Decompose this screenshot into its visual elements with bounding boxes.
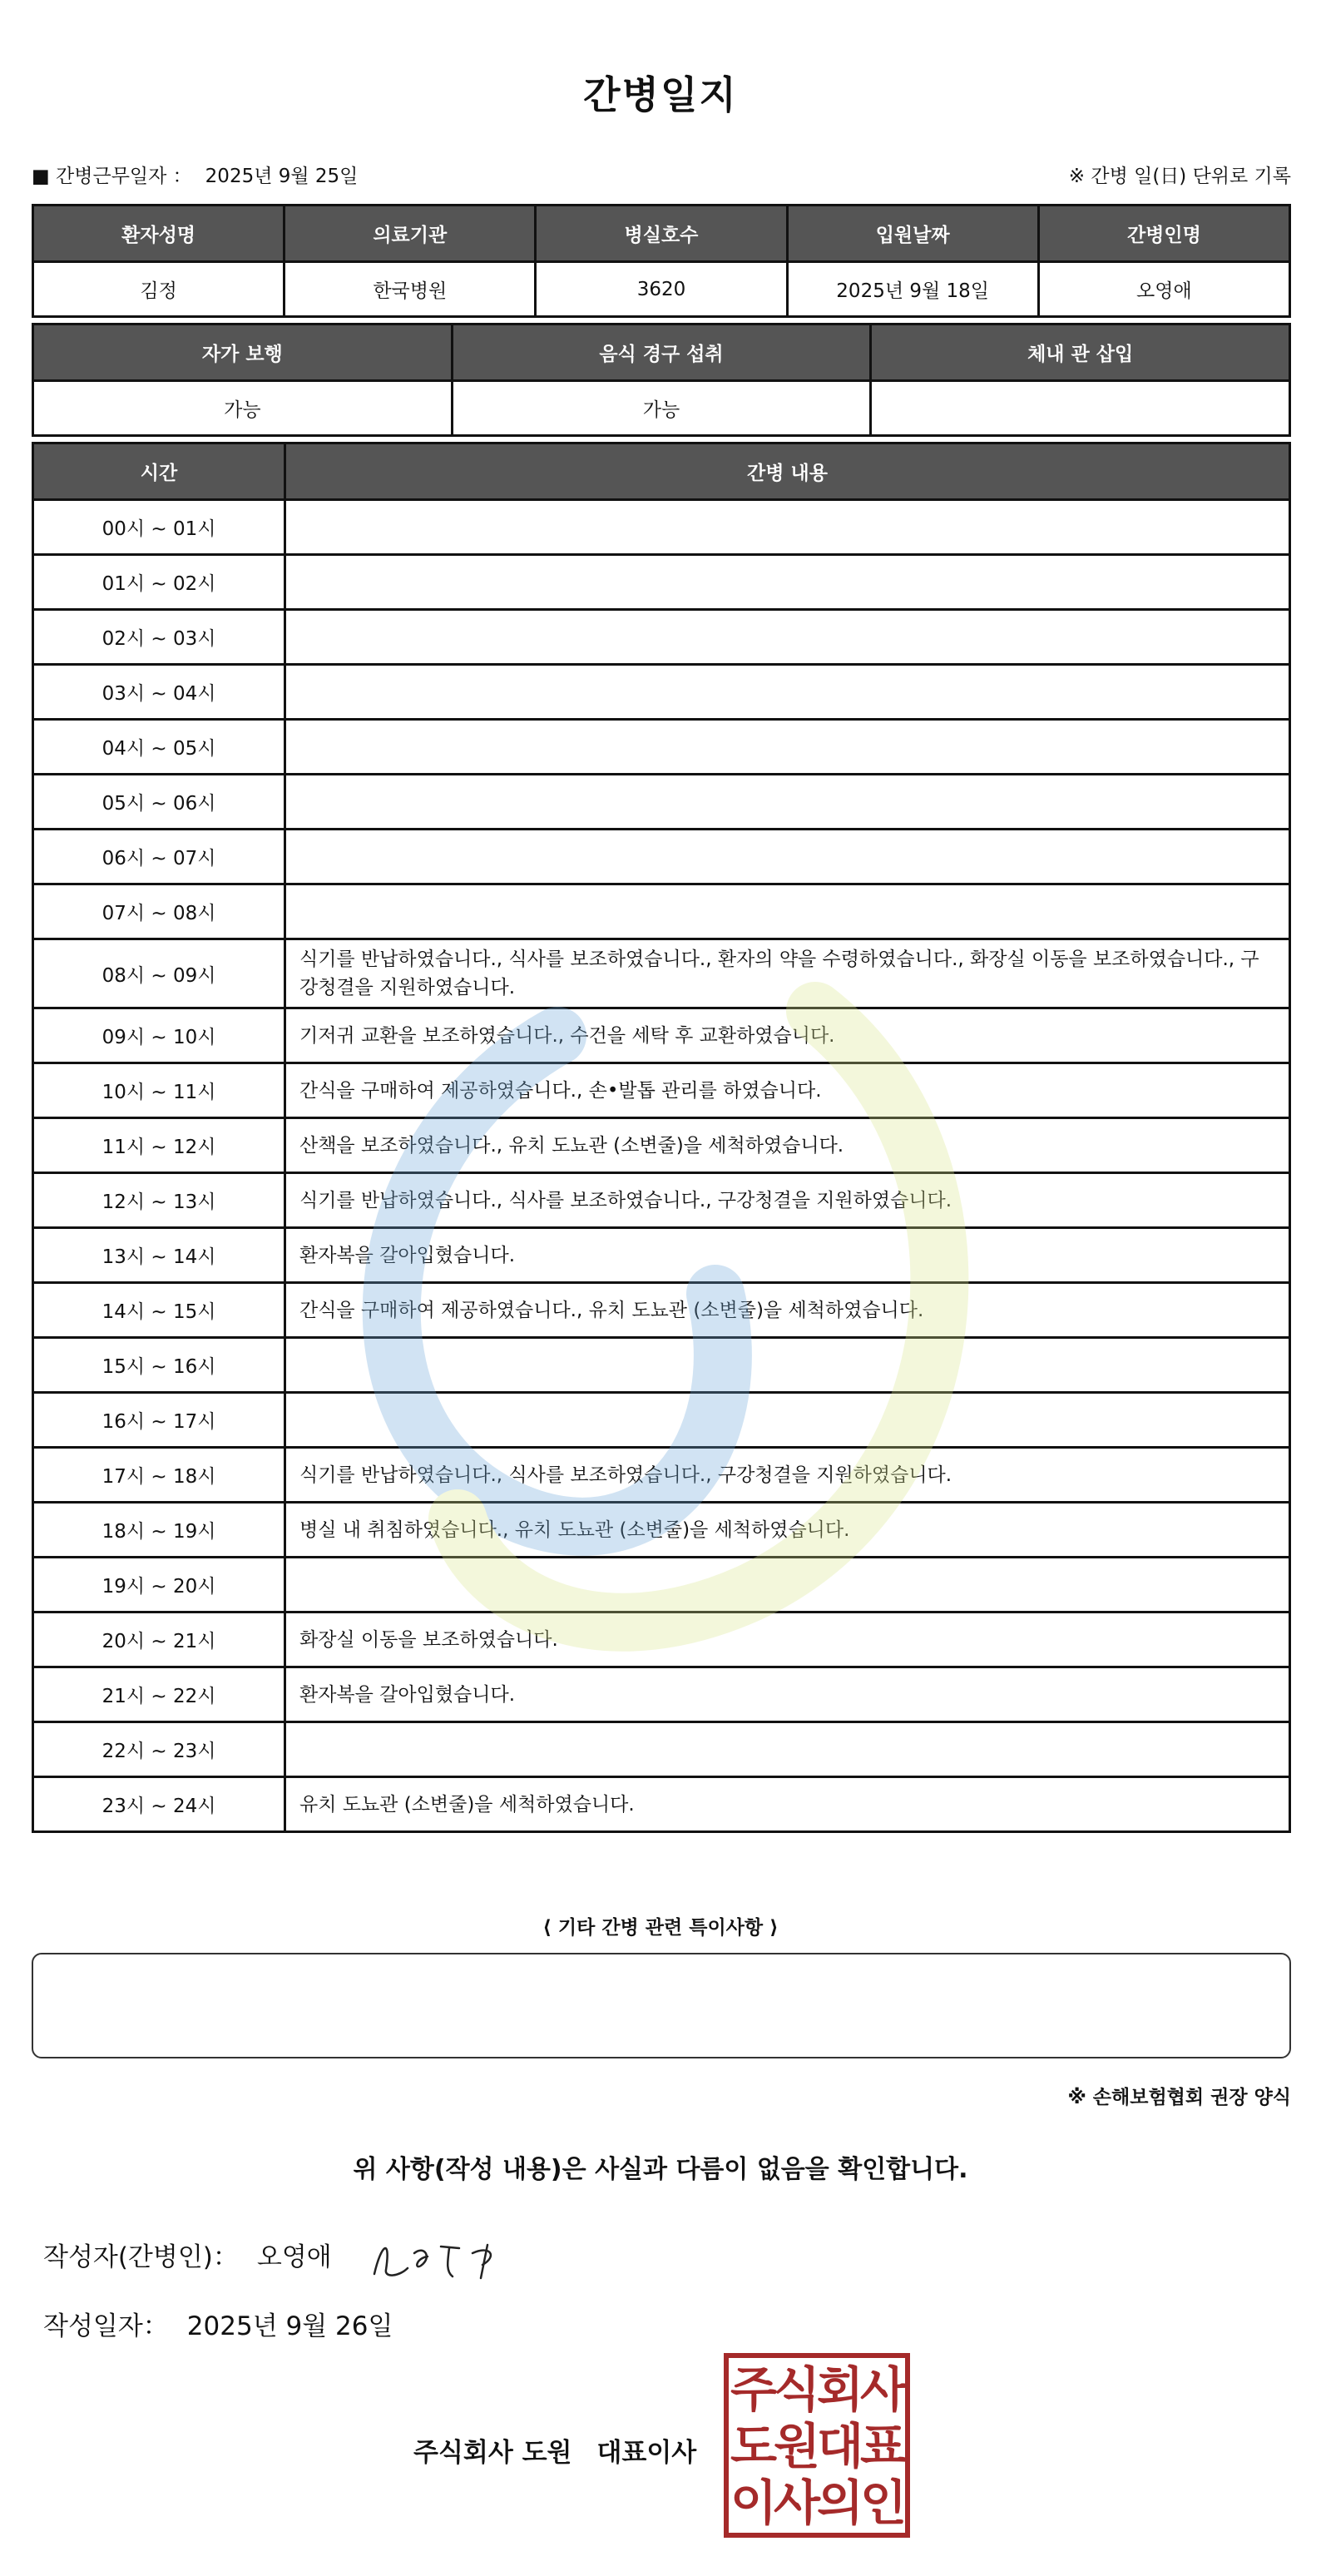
special-notes-title: ⟨ 기타 간병 관련 특이사항 ⟩	[542, 1917, 779, 1939]
header-hospital: 의료기관	[284, 206, 536, 262]
care-log-content: 식기를 반납하였습니다., 식사를 보조하였습니다., 환자의 약을 수령하였습니다., 화장실 이동을 보조하였습니다., 구강청결을 지원하였습니다.	[285, 939, 1290, 1008]
patient-name: 김정	[33, 262, 284, 317]
care-log-time: 02시 ~ 03시	[33, 610, 285, 665]
seal-line: 이사의인	[730, 2474, 904, 2531]
care-log-content: 화장실 이동을 보조하였습니다.	[285, 1612, 1290, 1667]
care-log-row	[33, 1228, 1290, 1283]
care-log-time: 14시 ~ 15시	[33, 1283, 285, 1338]
work-date	[32, 161, 358, 188]
care-log-time: 22시 ~ 23시	[33, 1722, 285, 1777]
meta-row	[32, 161, 1291, 189]
care-log-row	[33, 1393, 1290, 1448]
care-log-time: 08시 ~ 09시	[33, 939, 285, 1008]
company-signature-line	[413, 2431, 696, 2469]
care-log-content	[285, 555, 1290, 610]
care-log-row	[33, 1063, 1290, 1118]
care-log-content: 기저귀 교환을 보조하였습니다., 수건을 세탁 후 교환하였습니다.	[285, 1008, 1290, 1063]
care-log-row	[33, 1283, 1290, 1338]
care-log-time: 18시 ~ 19시	[33, 1503, 285, 1558]
writer-label: 작성자(간병인)：	[43, 2242, 239, 2272]
care-log-content: 식기를 반납하였습니다., 식사를 보조하였습니다., 구강청결을 지원하였습니다.	[285, 1448, 1290, 1503]
care-log-time: 23시 ~ 24시	[33, 1777, 285, 1832]
care-log-content	[285, 1722, 1290, 1777]
writer-row	[43, 2236, 332, 2273]
header-oral-intake: 음식 경구 섭취	[452, 324, 871, 381]
admission-date: 2025년 9월 18일	[787, 262, 1038, 317]
care-log-content	[285, 720, 1290, 775]
care-log-content	[285, 1338, 1290, 1393]
company-name: 주식회사 도원	[413, 2438, 572, 2468]
care-log-row	[33, 665, 1290, 720]
care-log-row	[33, 1338, 1290, 1393]
care-log-row	[33, 555, 1290, 610]
work-date-value: 2025년 9월 25일	[205, 166, 359, 187]
oral-intake: 가능	[452, 381, 871, 436]
care-log-time: 06시 ~ 07시	[33, 830, 285, 884]
header-care-content: 간병 내용	[285, 443, 1290, 500]
care-log-time: 03시 ~ 04시	[33, 665, 285, 720]
care-log-content: 간식을 구매하여 제공하였습니다., 손•발톱 관리를 하였습니다.	[285, 1063, 1290, 1118]
care-log-time: 00시 ~ 01시	[33, 500, 285, 555]
care-log-content: 환자복을 갈아입혔습니다.	[285, 1667, 1290, 1722]
care-log-content: 간식을 구매하여 제공하였습니다., 유치 도뇨관 (소변줄)을 세척하였습니다.	[285, 1283, 1290, 1338]
hospital: 한국병원	[284, 262, 536, 317]
header-tube-insertion: 체내 관 삽입	[871, 324, 1290, 381]
care-log-time: 19시 ~ 20시	[33, 1558, 285, 1612]
care-log-row	[33, 1612, 1290, 1667]
care-log-content	[285, 884, 1290, 939]
care-log-row	[33, 939, 1290, 1008]
tube-insertion	[871, 381, 1290, 436]
care-log-time: 05시 ~ 06시	[33, 775, 285, 830]
care-log-content	[285, 665, 1290, 720]
care-log-time: 13시 ~ 14시	[33, 1228, 285, 1283]
care-log-content: 병실 내 취침하였습니다., 유치 도뇨관 (소변줄)을 세척하였습니다.	[285, 1503, 1290, 1558]
seal-line: 주식회사	[730, 2361, 904, 2418]
caregiver-name: 오영애	[1038, 262, 1289, 317]
care-log-content	[285, 1393, 1290, 1448]
care-log-content	[285, 500, 1290, 555]
header-time: 시간	[33, 443, 285, 500]
company-seal-stamp	[724, 2353, 910, 2538]
handwritten-signature	[366, 2228, 516, 2286]
care-log-table	[32, 442, 1291, 1833]
patient-status-table	[32, 323, 1291, 437]
care-log-row	[33, 610, 1290, 665]
writer-name: 오영애	[256, 2242, 332, 2272]
care-log-time: 15시 ~ 16시	[33, 1338, 285, 1393]
care-log-row	[33, 1008, 1290, 1063]
header-patient-name: 환자성명	[33, 206, 284, 262]
care-log-row	[33, 830, 1290, 884]
care-log-time: 09시 ~ 10시	[33, 1008, 285, 1063]
confirmation-statement: 위 사항(작성 내용)은 사실과 다름이 없음을 확인합니다.	[353, 2155, 968, 2184]
record-unit-note: ※ 간병 일(日) 단위로 기록	[1068, 166, 1291, 187]
special-notes-box	[32, 1953, 1291, 2058]
care-log-time: 04시 ~ 05시	[33, 720, 285, 775]
care-log-row	[33, 1558, 1290, 1612]
care-log-time: 10시 ~ 11시	[33, 1063, 285, 1118]
care-log-time: 21시 ~ 22시	[33, 1667, 285, 1722]
care-log-row	[33, 500, 1290, 555]
recommend-note: ※ 손해보험협회 권장 양식	[1067, 2087, 1291, 2108]
care-log-content: 환자복을 갈아입혔습니다.	[285, 1228, 1290, 1283]
care-log-body	[33, 500, 1290, 1832]
written-date-label: 작성일자：	[43, 2311, 169, 2341]
care-log-row	[33, 1503, 1290, 1558]
care-log-row	[33, 1448, 1290, 1503]
care-log-row	[33, 1173, 1290, 1228]
care-log-time: 16시 ~ 17시	[33, 1393, 285, 1448]
special-notes-text	[33, 1954, 1289, 1978]
care-log-row	[33, 775, 1290, 830]
care-log-content	[285, 1558, 1290, 1612]
care-log-time: 20시 ~ 21시	[33, 1612, 285, 1667]
care-log-content	[285, 610, 1290, 665]
care-log-row	[33, 1667, 1290, 1722]
header-admission-date: 입원날짜	[787, 206, 1038, 262]
header-self-walking: 자가 보행	[33, 324, 453, 381]
care-log-row	[33, 720, 1290, 775]
ceo-label: 대표이사	[596, 2438, 697, 2468]
room-number: 3620	[536, 262, 787, 317]
work-date-label: ■ 간병근무일자 ：	[32, 166, 192, 187]
care-log-time: 12시 ~ 13시	[33, 1173, 285, 1228]
written-date-value: 2025년 9월 26일	[186, 2311, 393, 2341]
care-log-row	[33, 1722, 1290, 1777]
self-walking: 가능	[33, 381, 453, 436]
care-log-time: 11시 ~ 12시	[33, 1118, 285, 1173]
care-log-content: 식기를 반납하였습니다., 식사를 보조하였습니다., 구강청결을 지원하였습니다.	[285, 1173, 1290, 1228]
care-log-time: 01시 ~ 02시	[33, 555, 285, 610]
care-log-row	[33, 1777, 1290, 1832]
header-room-number: 병실호수	[536, 206, 787, 262]
care-log-time: 17시 ~ 18시	[33, 1448, 285, 1503]
care-log-content: 유치 도뇨관 (소변줄)을 세척하였습니다.	[285, 1777, 1290, 1832]
care-log-content	[285, 775, 1290, 830]
header-caregiver-name: 간병인명	[1038, 206, 1289, 262]
document-title: 간병일지	[583, 72, 738, 117]
patient-info-table	[32, 204, 1291, 318]
care-log-content	[285, 830, 1290, 884]
written-date-row	[43, 2305, 393, 2342]
care-log-row	[33, 1118, 1290, 1173]
care-log-content: 산책을 보조하였습니다., 유치 도뇨관 (소변줄)을 세척하였습니다.	[285, 1118, 1290, 1173]
care-log-row	[33, 884, 1290, 939]
seal-line: 도원대표	[730, 2418, 904, 2474]
care-log-time: 07시 ~ 08시	[33, 884, 285, 939]
